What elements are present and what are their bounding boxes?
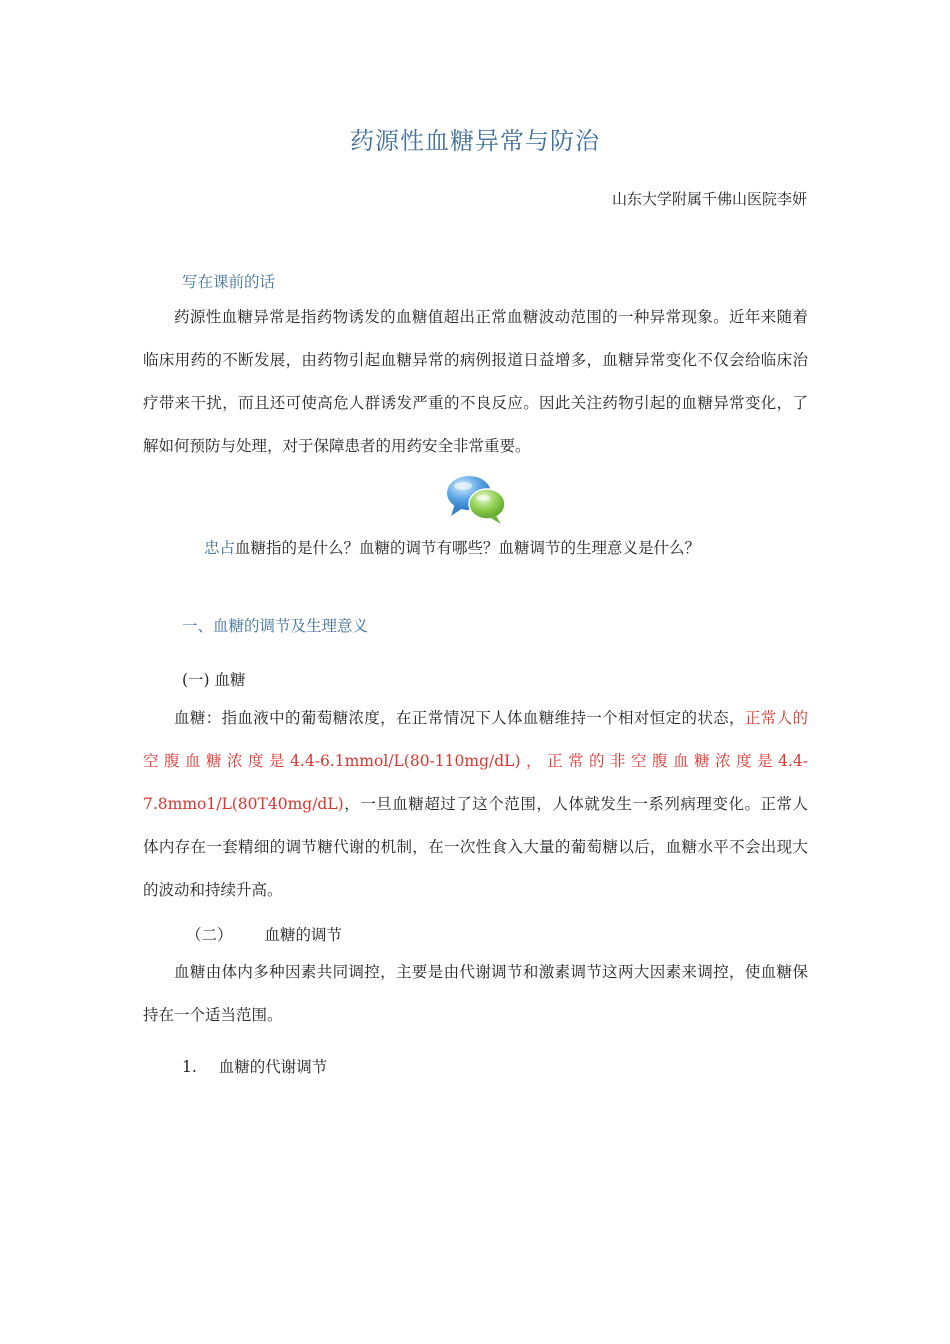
chat-bubbles-icon [445, 474, 507, 526]
author-line: 山东大学附属千佛山医院李妍 [611, 190, 807, 208]
question-label: 忠占 [204, 539, 236, 557]
question-text: 血糖指的是什么？血糖的调节有哪些？血糖调节的生理意义是什么？ [235, 539, 701, 557]
para1-normal-start: 血糖：指血液中的葡萄糖浓度，在正常情况下人体血糖维持一个相对恒定的状态， [174, 709, 745, 727]
page-title: 药源性血糖异常与防治 [350, 127, 600, 155]
section1-paragraph1 [143, 697, 808, 912]
subsection1-heading: (一) 血糖 [182, 671, 246, 689]
section1-paragraph2: 血糖由体内多种因素共同调控，主要是由代谢调节和激素调节这两大因素来调控，使血糖保持在一个适当范围。 [143, 963, 808, 1024]
subsection2-heading [186, 923, 342, 945]
question-line [204, 536, 700, 558]
intro-heading: 写在课前的话 [182, 273, 276, 291]
list-item-1-text: 血糖的代谢调节 [218, 1058, 328, 1076]
list-item-1-number: 1. [182, 1058, 197, 1076]
para1-highlight-range: 正常人的空腹血糖浓度是4.4-6.1mmol/L(80-110mg/dL)，正常的非空腹血糖浓度是4.4-7.8mmo1/L(80T40mg/dL) [143, 709, 808, 813]
section1-heading: 一、血糖的调节及生理意义 [182, 617, 369, 635]
para1-normal-end: ，一旦血糖超过了这个范围，人体就发生一系列病理变化。正常人体内存在一套精细的调节糖代谢的机制，在一次性食入大量的葡萄糖以后，血糖水平不会出现大的波动和持续升高。 [143, 795, 808, 899]
intro-paragraph: 药源性血糖异常是指药物诱发的血糖值超出正常血糖波动范围的一种异常现象。近年来随着临床用药的不断发展，由药物引起血糖异常的病例报道日益增多，血糖异常变化不仅会给临床治疗带来干扰，而且还可使高危人群诱发严重的不良反应。因此关注药物引起的血糖异常变化，了解如何预防与处理，对于保障患者的用药安全非常重要。 [143, 308, 808, 455]
list-item-1 [182, 1055, 327, 1077]
subsection2-text: 血糖的调节 [264, 926, 343, 944]
subsection2-number: （二） [186, 926, 233, 944]
